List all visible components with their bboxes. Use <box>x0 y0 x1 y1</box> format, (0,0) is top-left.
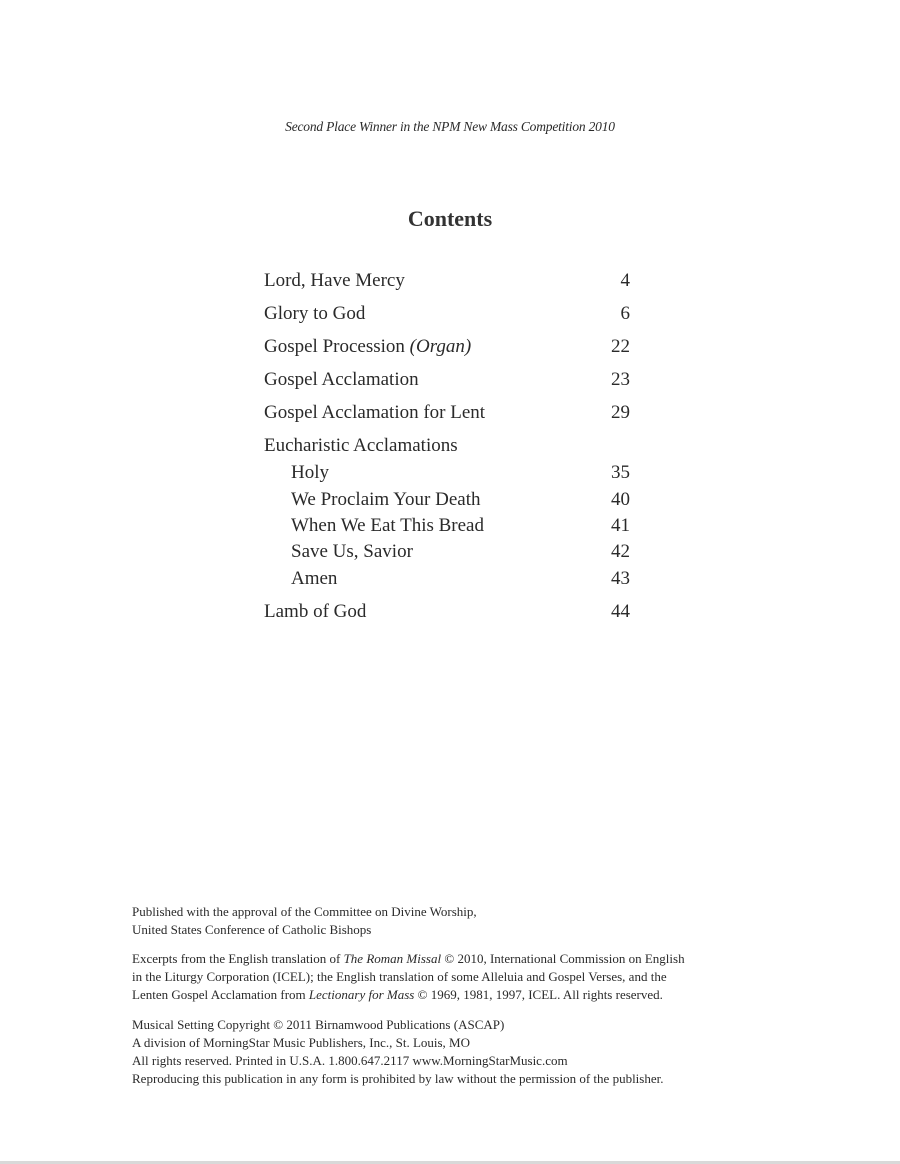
excerpts-line: Excerpts from the English translation of The Roman Missal © 2010, International Commission on English <box>132 951 685 966</box>
excerpts-line: Lenten Gospel Acclamation from Lectionary for Mass © 1969, 1981, 1997, ICEL. All rights reserved. <box>132 987 663 1002</box>
toc-entry-note: (Organ) <box>409 336 472 357</box>
toc-entry-page: 29 <box>611 402 630 423</box>
toc-entry-gospel-acclamation-lent[interactable] <box>264 400 630 426</box>
contents-heading: Contents <box>407 206 493 231</box>
toc-entry-page: 6 <box>620 303 630 324</box>
toc-entry-label: Lamb of God <box>264 601 367 622</box>
approval-notice <box>132 903 752 939</box>
toc-entry-label: Save Us, Savior <box>291 541 413 562</box>
toc-section-eucharistic-acclamations[interactable] <box>264 433 630 459</box>
excerpts-line: in the Liturgy Corporation (ICEL); the English translation of some Alleluia and Gospel Verses, and the <box>132 969 667 984</box>
toc-entry-label: When We Eat This Bread <box>291 515 484 536</box>
toc-entry-page: 44 <box>611 601 630 622</box>
toc-entry-page: 41 <box>611 515 630 536</box>
toc-entry-label: Lord, Have Mercy <box>264 270 405 291</box>
toc-entry-label: Amen <box>291 568 338 589</box>
copyright-line: Reproducing this publication in any form is prohibited by law without the permission of the publisher. <box>132 1071 664 1086</box>
toc-entry-label: Holy <box>291 462 329 483</box>
toc-entry-label: Gospel Procession (Organ) <box>264 336 472 357</box>
toc-entry-label: We Proclaim Your Death <box>291 489 481 510</box>
toc-subentry-when-we-eat[interactable] <box>264 513 630 539</box>
toc-subentry-save-us-savior[interactable] <box>264 539 630 565</box>
copyright-line: Musical Setting Copyright © 2011 Birnamwood Publications (ASCAP) <box>132 1017 505 1032</box>
approval-line: Published with the approval of the Committee on Divine Worship, <box>132 904 477 919</box>
approval-line: United States Conference of Catholic Bishops <box>132 922 372 937</box>
toc-entry-label: Gospel Acclamation for Lent <box>264 402 486 423</box>
copyright-line: All rights reserved. Printed in U.S.A. 1.800.647.2117 www.MorningStarMusic.com <box>132 1053 568 1068</box>
toc-subentry-amen[interactable] <box>264 566 630 592</box>
toc-entry-label: Glory to God <box>264 303 366 324</box>
toc-entry-page: 35 <box>611 462 630 483</box>
toc-entry-gospel-acclamation[interactable] <box>264 367 630 393</box>
award-line: Second Place Winner in the NPM New Mass Competition 2010 <box>285 119 615 134</box>
toc-entry-glory-to-god[interactable] <box>264 301 630 327</box>
toc-entry-page: 40 <box>611 489 630 510</box>
toc-entry-page: 23 <box>611 369 630 390</box>
toc-entry-page: 4 <box>620 270 630 291</box>
toc-entry-lamb-of-god[interactable] <box>264 599 630 625</box>
toc-section-label: Eucharistic Acclamations <box>264 435 458 456</box>
toc-entry-lord-have-mercy[interactable] <box>264 268 630 294</box>
toc-entry-page: 42 <box>611 541 630 562</box>
toc-subentry-holy[interactable] <box>264 460 630 486</box>
copyright-notice <box>132 1016 752 1088</box>
toc-entry-gospel-procession[interactable] <box>264 334 630 360</box>
toc-entry-page: 43 <box>611 568 630 589</box>
excerpts-notice <box>132 950 752 1004</box>
toc-entry-label: Gospel Acclamation <box>264 369 419 390</box>
copyright-line: A division of MorningStar Music Publishers, Inc., St. Louis, MO <box>132 1035 471 1050</box>
toc-subentry-we-proclaim[interactable] <box>264 487 630 513</box>
toc-entry-page: 22 <box>611 336 630 357</box>
